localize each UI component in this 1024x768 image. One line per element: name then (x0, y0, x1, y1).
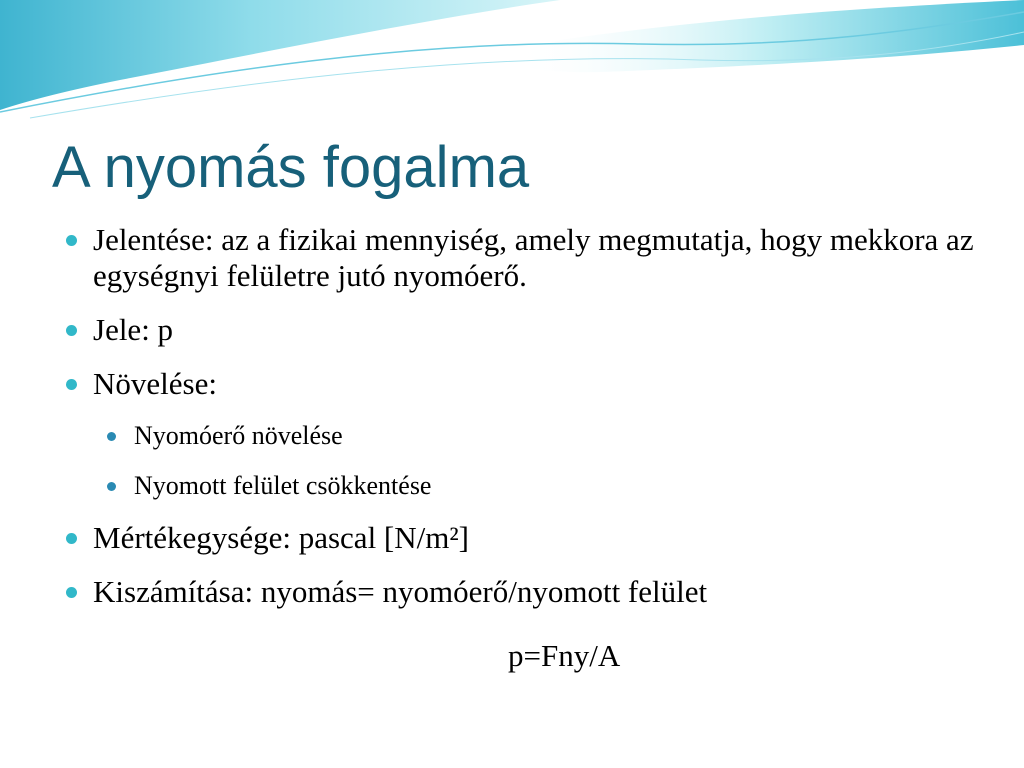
bullet-dot-icon (66, 379, 77, 390)
wave-band-right (512, 0, 1024, 72)
sub-list-item (62, 470, 982, 502)
bullet-list (62, 222, 982, 628)
header-wave-decoration (0, 0, 1024, 130)
sub-list-item (62, 420, 982, 452)
list-item-text: Jele: p (93, 312, 174, 347)
list-item (62, 366, 982, 402)
wave-band-left (0, 0, 560, 110)
bullet-dot-icon (66, 587, 77, 598)
sub-list-item-text: Nyomott felület csökkentése (134, 471, 432, 500)
bullet-dot-icon (66, 235, 77, 246)
list-item (62, 222, 982, 294)
list-item-text: Jelentése: az a fizikai mennyiség, amely megmutatja, hogy mekkora az egységnyi felületre jutó nyomóerő. (93, 222, 974, 293)
list-item (62, 312, 982, 348)
bullet-dot-icon (66, 325, 77, 336)
list-item (62, 520, 982, 556)
list-item-text: Növelése: (93, 366, 217, 401)
formula: p=Fny/A (508, 638, 621, 673)
sub-bullet-dot-icon (107, 432, 116, 441)
list-item-text: Kiszámítása: nyomás= nyomóerő/nyomott felület (93, 574, 708, 609)
sub-list-item-text: Nyomóerő növelése (134, 421, 343, 450)
list-item (62, 574, 982, 610)
bullet-dot-icon (66, 533, 77, 544)
sub-bullet-dot-icon (107, 482, 116, 491)
page-title: A nyomás fogalma (52, 135, 530, 200)
list-item-text: Mértékegysége: pascal [N/m²] (93, 520, 469, 555)
